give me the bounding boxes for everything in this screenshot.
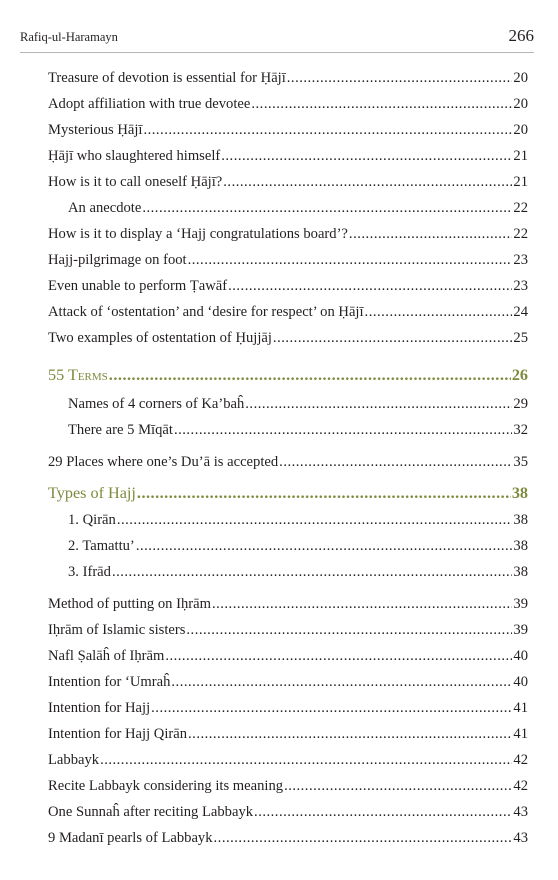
toc-entry[interactable] (48, 700, 528, 724)
dot-leader (142, 200, 512, 217)
toc-entry-label: How is it to call oneself Ḥājī? (48, 174, 223, 190)
toc-entry-label: Method of putting on Iḥrām (48, 596, 211, 612)
toc-entry-page: 23 (513, 278, 528, 294)
toc-subentry[interactable] (68, 422, 528, 446)
dot-leader (287, 70, 513, 87)
toc-entry-label: An anecdote (68, 200, 142, 216)
toc-entry-label: 29 Places where one’s Du’ā is accepted (48, 454, 279, 470)
dot-leader (254, 804, 512, 821)
dot-leader (109, 366, 511, 385)
dot-leader (214, 830, 513, 847)
toc-entry-label: Attack of ‘ostentation’ and ‘desire for respect’ on Ḥājī (48, 304, 364, 320)
dot-leader (137, 484, 511, 503)
toc-entry-page: 21 (513, 148, 528, 164)
toc-entry-label: Labbayk (48, 752, 100, 768)
toc-entry-page: 38 (513, 512, 528, 528)
header-rule (20, 52, 534, 53)
toc-entry-label: 1. Qirān (68, 512, 116, 528)
toc-subentry[interactable] (68, 564, 528, 588)
toc-section-heading[interactable] (48, 366, 528, 390)
toc-entry-label: Iḥrām of Islamic sisters (48, 622, 186, 638)
toc-entry[interactable] (48, 726, 528, 750)
toc-section-label: Types of Hajj (48, 484, 136, 502)
toc-entry[interactable] (48, 778, 528, 802)
toc-entry-page: 39 (513, 622, 528, 638)
dot-leader (171, 674, 512, 691)
dot-leader (228, 278, 512, 295)
page-number: 266 (508, 26, 534, 45)
toc-entry-page: 25 (513, 330, 528, 346)
dot-leader (273, 330, 512, 347)
toc-entry[interactable] (48, 674, 528, 698)
toc-entry-label: 2. Tamattu’ (68, 538, 135, 554)
toc-entry-label: Ḥājī who slaughtered himself (48, 148, 221, 164)
toc-entry-label: Treasure of devotion is essential for Ḥājī (48, 70, 286, 86)
toc-entry[interactable] (48, 648, 528, 672)
toc-subentry[interactable] (68, 200, 528, 224)
toc-entry-label: Mysterious Ḥājī (48, 122, 143, 138)
toc-entry[interactable] (48, 122, 528, 146)
toc-entry-page: 43 (513, 804, 528, 820)
toc-entry-label: Intention for Hajj (48, 700, 151, 716)
dot-leader (245, 396, 512, 413)
dot-leader (112, 564, 512, 581)
dot-leader (143, 122, 512, 139)
toc-entry[interactable] (48, 174, 528, 198)
dot-leader (212, 596, 512, 613)
toc-entry-page: 38 (513, 564, 528, 580)
toc-entry-label: Adopt affiliation with true devotee (48, 96, 251, 112)
toc-entry-page: 22 (513, 200, 528, 216)
toc-entry[interactable] (48, 252, 528, 276)
toc-entry-page: 20 (513, 122, 528, 138)
dot-leader (100, 752, 512, 769)
toc-entry[interactable] (48, 804, 528, 828)
toc-entry-label: Hajj-pilgrimage on foot (48, 252, 187, 268)
toc-entry-label: Recite Labbayk considering its meaning (48, 778, 284, 794)
toc-entry[interactable] (48, 330, 528, 354)
dot-leader (223, 174, 512, 191)
dot-leader (251, 96, 512, 113)
toc-entry-page: 42 (513, 778, 528, 794)
dot-leader (136, 538, 513, 555)
toc-entry-page: 35 (513, 454, 528, 470)
toc-entry-label: There are 5 Mīqāt (68, 422, 173, 438)
toc-entry-label: Even unable to perform Ṭawāf (48, 278, 228, 294)
dot-leader (117, 512, 513, 529)
toc-entry-page: 40 (513, 674, 528, 690)
book-title: Rafiq-ul-Haramayn (20, 30, 118, 44)
toc-section-page: 38 (511, 484, 528, 502)
toc-entry[interactable] (48, 454, 528, 478)
dot-leader (186, 622, 512, 639)
toc-entry-page: 23 (513, 252, 528, 268)
dot-leader (165, 648, 512, 665)
toc-entry[interactable] (48, 148, 528, 172)
toc-entry[interactable] (48, 752, 528, 776)
toc-entry[interactable] (48, 622, 528, 646)
toc-subentry[interactable] (68, 396, 528, 420)
toc-entry-page: 41 (513, 726, 528, 742)
toc-subentry[interactable] (68, 538, 528, 562)
toc-entry[interactable] (48, 226, 528, 250)
running-header (20, 26, 534, 50)
toc-entry-page: 43 (513, 830, 528, 846)
toc-entry-page: 24 (513, 304, 528, 320)
toc-entry-page: 22 (513, 226, 528, 242)
dot-leader (188, 726, 512, 743)
toc-entry[interactable] (48, 304, 528, 328)
dot-leader (349, 226, 512, 243)
toc-entry-page: 29 (513, 396, 528, 412)
dot-leader (365, 304, 513, 321)
dot-leader (151, 700, 512, 717)
toc-entry-label: How is it to display a ‘Hajj congratulations board’? (48, 226, 348, 242)
toc-entry-page: 20 (513, 70, 528, 86)
toc-entry-label: Intention for Hajj Qirān (48, 726, 188, 742)
toc-section-heading[interactable] (48, 484, 528, 508)
toc-entry-page: 21 (513, 174, 528, 190)
toc-entry-page: 32 (513, 422, 528, 438)
toc-entry[interactable] (48, 96, 528, 120)
dot-leader (284, 778, 512, 795)
toc-entry-label: 9 Madanī pearls of Labbayk (48, 830, 213, 846)
toc-section-label: 55 Terms (48, 366, 108, 384)
toc-entry[interactable] (48, 278, 528, 302)
toc-entry-page: 40 (513, 648, 528, 664)
toc-entry-page: 39 (513, 596, 528, 612)
dot-leader (174, 422, 512, 439)
toc-entry-page: 42 (513, 752, 528, 768)
toc-entry-page: 20 (513, 96, 528, 112)
toc-entry[interactable] (48, 830, 528, 854)
dot-leader (279, 454, 512, 471)
toc-subentry[interactable] (68, 512, 528, 536)
toc-entry-label: 3. Ifrād (68, 564, 111, 580)
toc-entry-label: One Sunnaĥ after reciting Labbayk (48, 804, 254, 820)
toc-entry-label: Two examples of ostentation of Ḥujjāj (48, 330, 272, 346)
toc-entry[interactable] (48, 70, 528, 94)
dot-leader (188, 252, 513, 269)
toc-entry-label: Names of 4 corners of Ka’baĥ (68, 396, 245, 412)
toc-entry-label: Nafl Ṣalāĥ of Iḥrām (48, 648, 165, 664)
toc-entry-page: 41 (513, 700, 528, 716)
toc-section-page: 26 (511, 366, 528, 384)
toc-entry-label: Intention for ‘Umraĥ (48, 674, 171, 690)
toc-entry[interactable] (48, 596, 528, 620)
dot-leader (221, 148, 512, 165)
toc-entry-page: 38 (513, 538, 528, 554)
